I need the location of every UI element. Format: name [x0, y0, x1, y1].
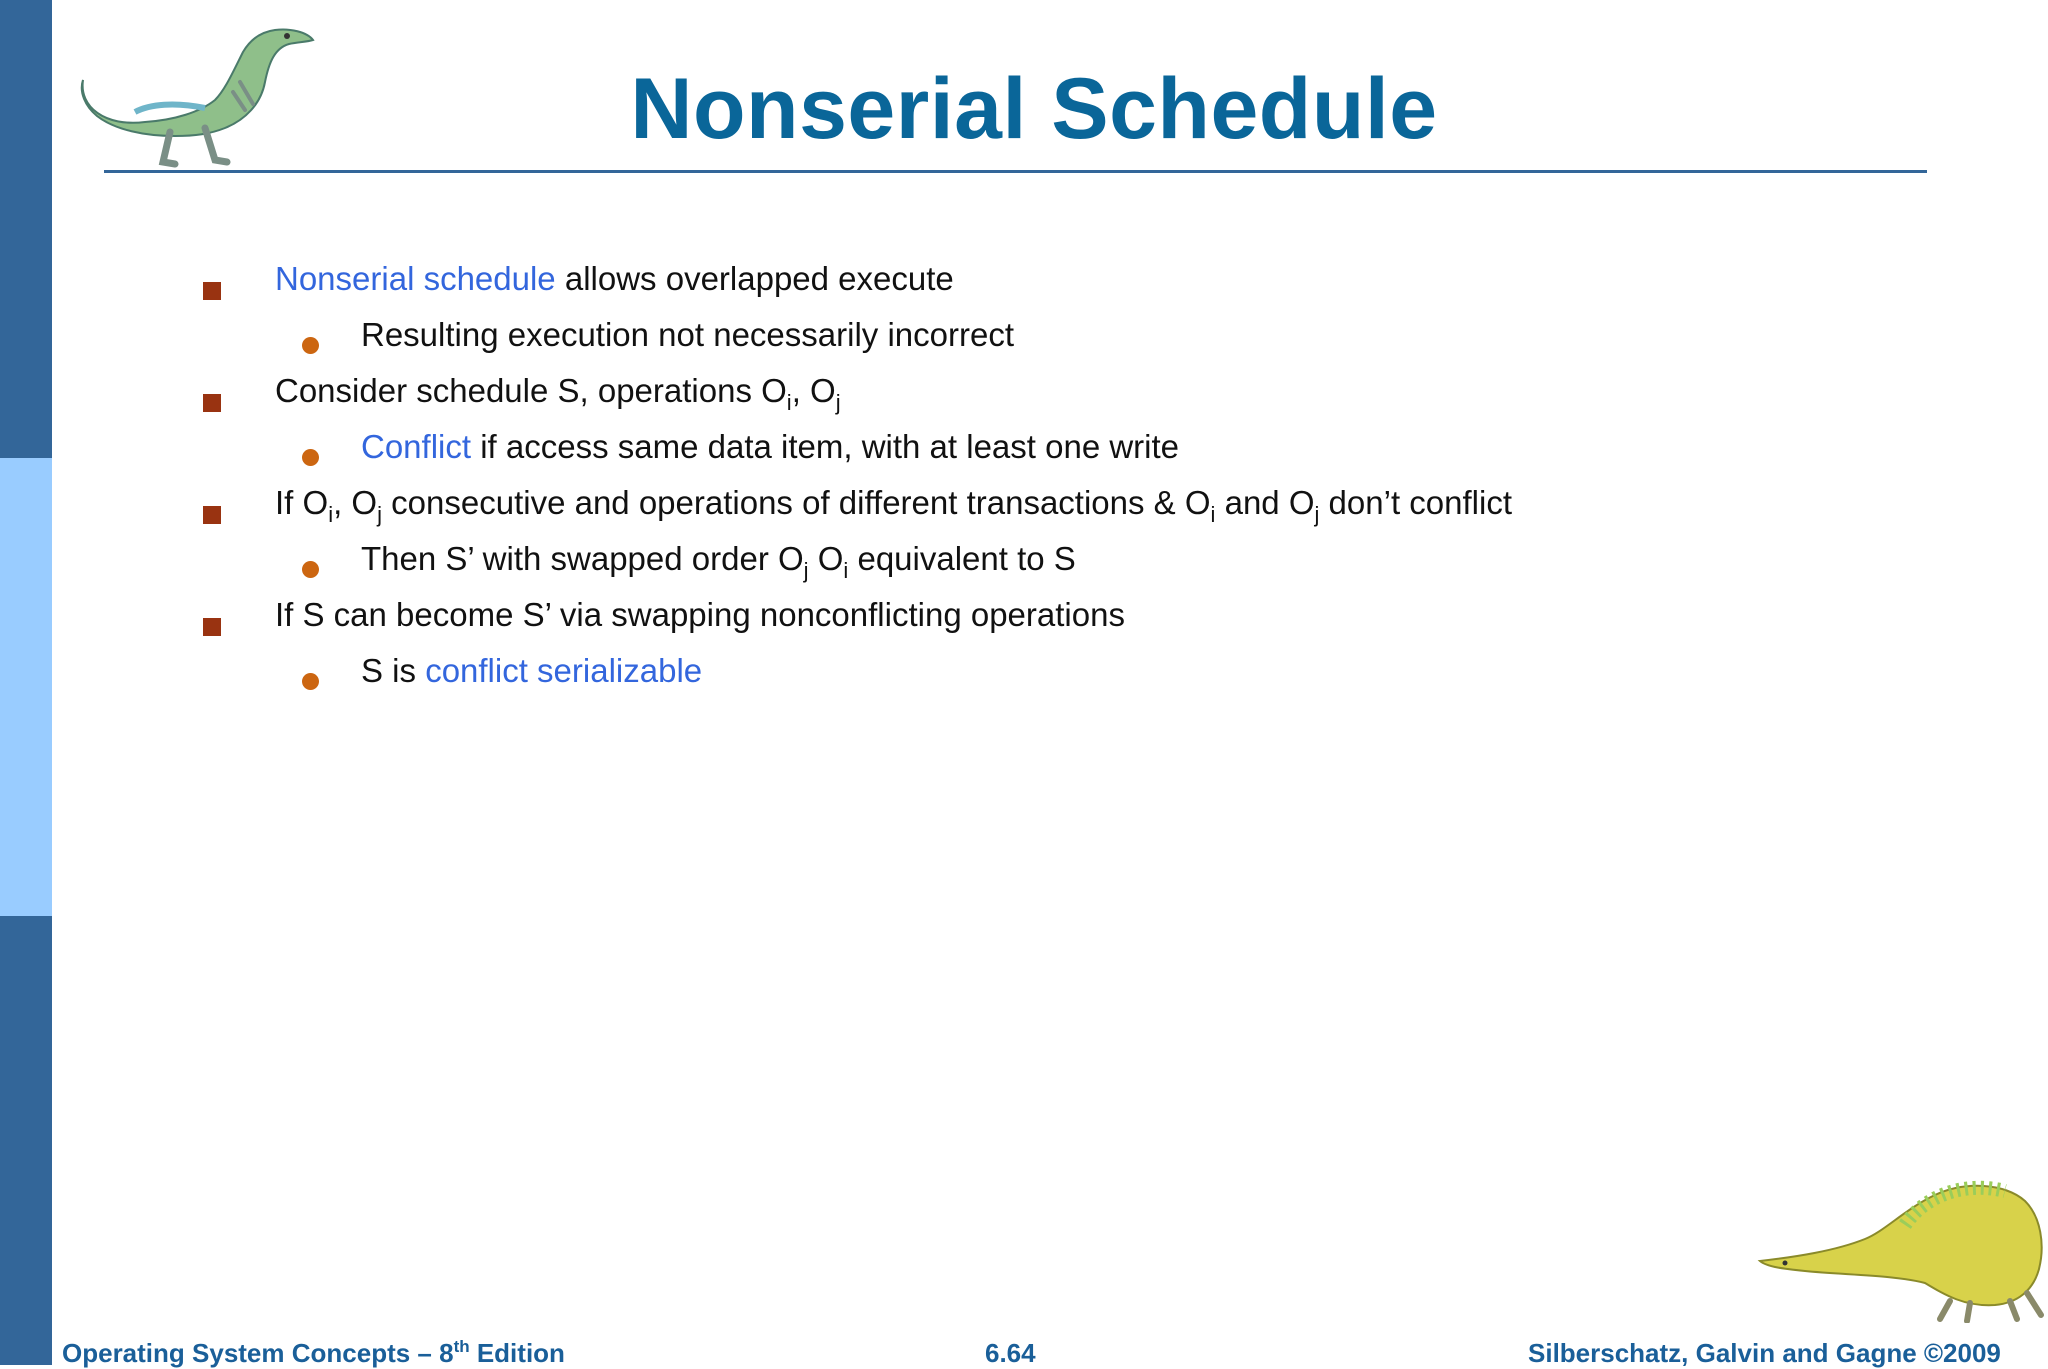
footer-book-title [62, 1338, 565, 1369]
bullet-text [275, 484, 1512, 527]
bullet-text-rest: allows overlapped execute [555, 260, 954, 297]
text-run: , O [333, 484, 378, 521]
sidebar-stripe-highlight [0, 458, 52, 916]
subscript: j [1314, 502, 1320, 527]
footer-text: Operating System Concepts – 8 [62, 1338, 454, 1368]
round-bullet-icon [302, 673, 319, 690]
subscript: i [1210, 502, 1216, 527]
subscript: i [328, 502, 334, 527]
subscript: j [803, 558, 809, 583]
dinosaur-bottom-icon [1755, 1165, 2048, 1323]
sub-bullet-text [361, 652, 702, 690]
round-bullet-icon [302, 449, 319, 466]
text-run: and O [1215, 484, 1315, 521]
text-run: Then S’ with swapped order O [361, 540, 804, 577]
term-highlight: Nonserial schedule [275, 260, 556, 297]
sub-bullet-text [361, 540, 1076, 583]
text-run: Consider schedule S, operations O [275, 372, 787, 409]
round-bullet-icon [302, 337, 319, 354]
bullet-text: If S can become S’ via swapping nonconflicting operations [275, 596, 1125, 633]
footer-text: Edition [469, 1338, 565, 1368]
subscript: j [377, 502, 382, 527]
term-highlight: Conflict [361, 428, 472, 465]
page-number: 6.64 [985, 1338, 1036, 1368]
bullet-text-rest: if access same data item, with at least one write [471, 428, 1180, 465]
sub-bullet-text: Resulting execution not necessarily incorrect [361, 316, 1014, 353]
sub-bullet-text [361, 428, 1179, 466]
bullet-text-pre: S is [361, 652, 426, 689]
term-highlight: conflict serializable [425, 652, 703, 689]
square-bullet-icon [203, 282, 221, 300]
footer-authors: Silberschatz, Galvin and Gagne ©2009 [1528, 1338, 2001, 1368]
text-run: O [808, 540, 844, 577]
slide-title: Nonserial Schedule [630, 61, 1438, 157]
superscript: th [453, 1337, 470, 1356]
subscript: i [786, 390, 792, 415]
title-divider [104, 170, 1927, 173]
square-bullet-icon [203, 394, 221, 412]
bullet-text [275, 372, 841, 415]
round-bullet-icon [302, 561, 319, 578]
bullet-text [275, 260, 954, 298]
text-run: equivalent to S [848, 540, 1076, 577]
subscript: i [843, 558, 849, 583]
subscript: j [835, 390, 841, 415]
text-run: don’t conflict [1319, 484, 1512, 521]
text-run: If O [275, 484, 329, 521]
text-run: consecutive and operations of different transactions & O [381, 484, 1211, 521]
square-bullet-icon [203, 618, 221, 636]
square-bullet-icon [203, 506, 221, 524]
text-run: , O [791, 372, 836, 409]
